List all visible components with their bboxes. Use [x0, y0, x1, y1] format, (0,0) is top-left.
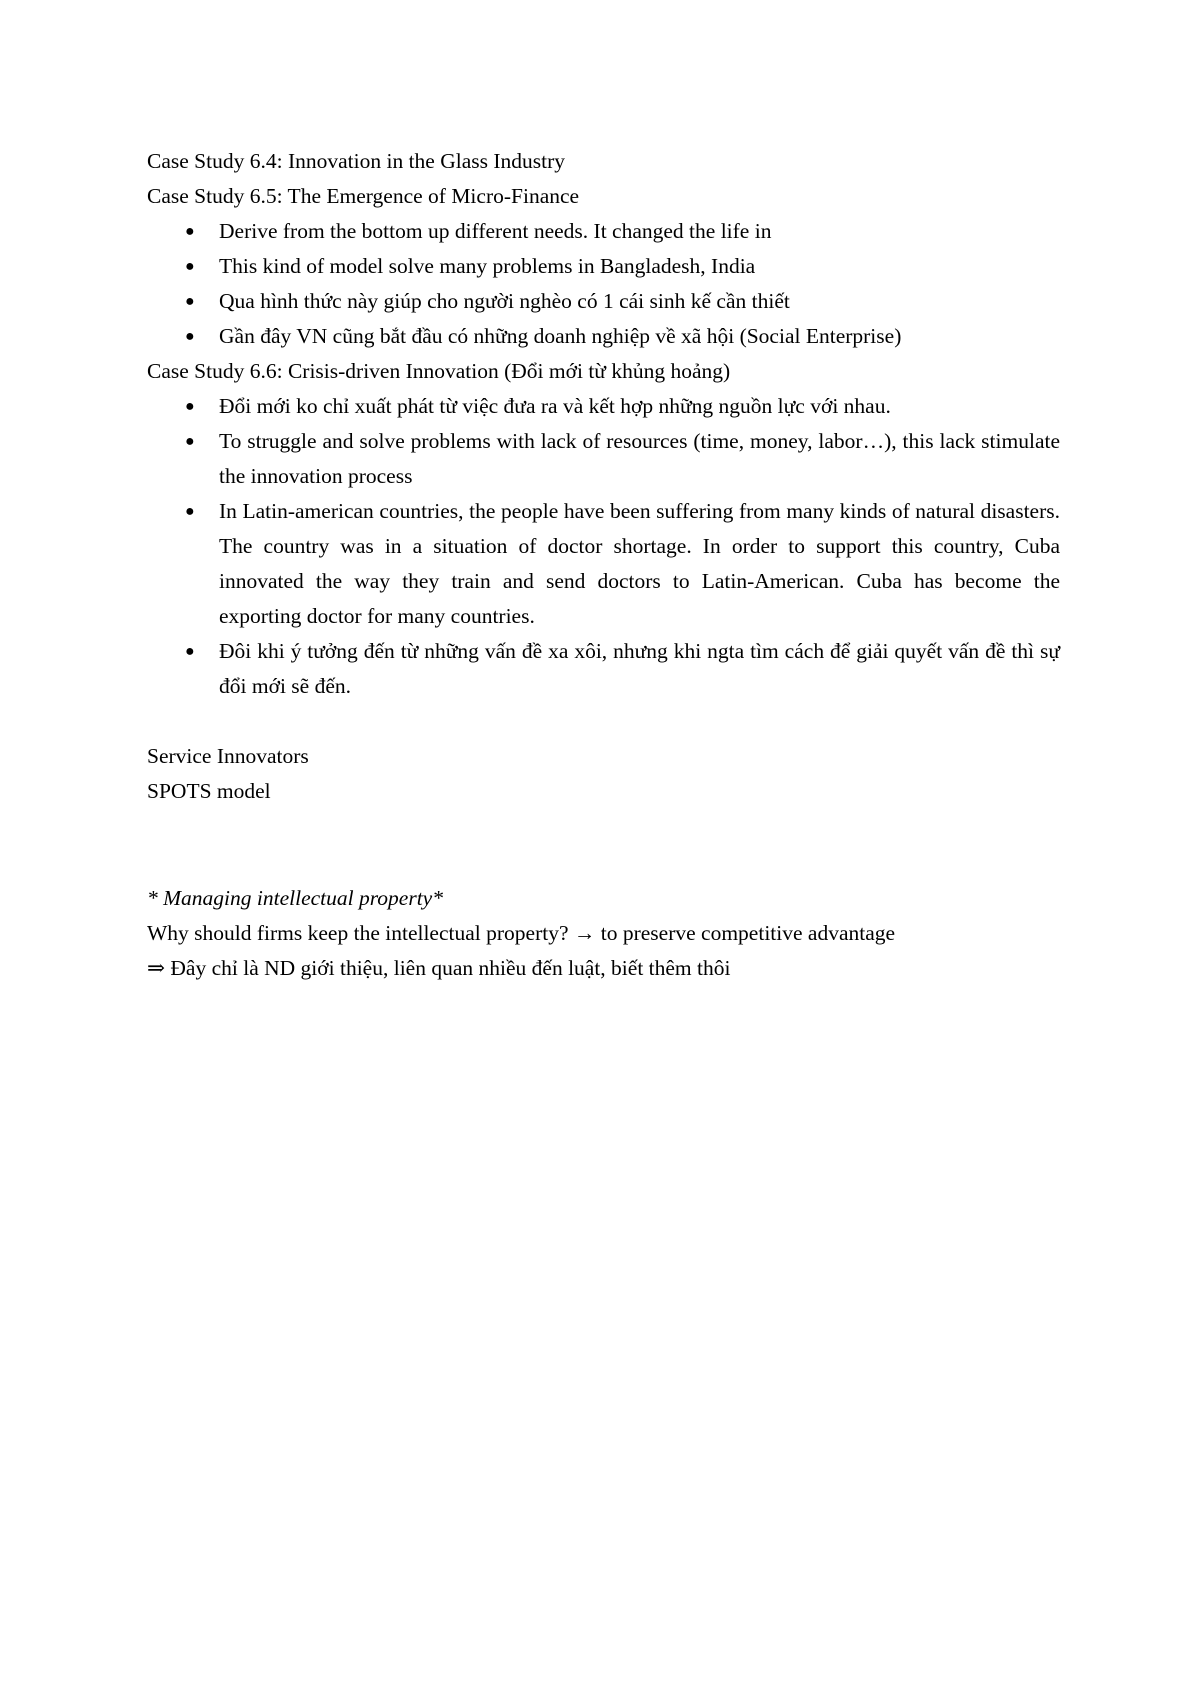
- list-item-text: Derive from the bottom up different needs. It changed the life in: [219, 219, 772, 243]
- bullet-icon: ●: [185, 328, 195, 345]
- bullet-icon: ●: [185, 643, 195, 660]
- list-item-text: To struggle and solve problems with lack of resources (time, money, labor…), this lack stimulate the innovation process: [219, 429, 1060, 488]
- list-item: [147, 319, 1060, 354]
- list-item-text: This kind of model solve many problems in Bangladesh, India: [219, 254, 756, 278]
- list-item-text: Qua hình thức này giúp cho người nghèo có 1 cái sinh kế cần thiết: [219, 289, 790, 313]
- case-study-6-6-title: Case Study 6.6: Crisis-driven Innovation (Đổi mới từ khủng hoảng): [147, 359, 731, 383]
- blank-lines: [147, 809, 1060, 881]
- list-item: [147, 494, 1060, 634]
- bullet-icon: ●: [185, 503, 195, 520]
- bullet-icon: ●: [185, 433, 195, 450]
- case-study-6-4-title: Case Study 6.4: Innovation in the Glass Industry: [147, 149, 566, 173]
- bullet-icon: ●: [185, 398, 195, 415]
- list-item: [147, 284, 1060, 319]
- list-item: [147, 424, 1060, 494]
- service-innovators-heading: Service Innovators: [147, 744, 309, 768]
- document-content: [147, 144, 1060, 986]
- bullet-icon: ●: [185, 223, 195, 240]
- case-study-6-6-bullet-list: [147, 389, 1060, 704]
- list-item: [147, 249, 1060, 284]
- spots-model-heading: SPOTS model: [147, 779, 271, 803]
- bullet-icon: ●: [185, 258, 195, 275]
- case-study-6-5-title: Case Study 6.5: The Emergence of Micro-Finance: [147, 184, 580, 208]
- blank-line: [147, 704, 1060, 739]
- list-item-text: Gần đây VN cũng bắt đầu có những doanh nghiệp về xã hội (Social Enterprise): [219, 324, 902, 348]
- managing-ip-heading: * Managing intellectual property*: [147, 886, 443, 910]
- list-item-text: Đôi khi ý tưởng đến từ những vấn đề xa xôi, nhưng khi ngta tìm cách để giải quyết vấn đề thì sự đổi mới sẽ đến.: [219, 639, 1060, 698]
- list-item: [147, 389, 1060, 424]
- ip-question-paragraph: Why should firms keep the intellectual property? → to preserve competitive advantage: [147, 921, 896, 945]
- list-item: [147, 214, 1060, 249]
- list-item-text: In Latin-american countries, the people have been suffering from many kinds of natural disasters. The country was in a situation of doctor shortage. In order to support this country, Cuba innovated the way they train and send doctors to Latin-American. Cuba has become the exporting doctor for many countries.: [219, 499, 1060, 628]
- ip-note-paragraph: ⇒ Đây chỉ là ND giới thiệu, liên quan nhiều đến luật, biết thêm thôi: [147, 956, 731, 980]
- bullet-icon: ●: [185, 293, 195, 310]
- case-study-6-5-bullet-list: [147, 214, 1060, 354]
- list-item: [147, 634, 1060, 704]
- list-item-text: Đổi mới ko chỉ xuất phát từ việc đưa ra và kết hợp những nguồn lực với nhau.: [219, 394, 891, 418]
